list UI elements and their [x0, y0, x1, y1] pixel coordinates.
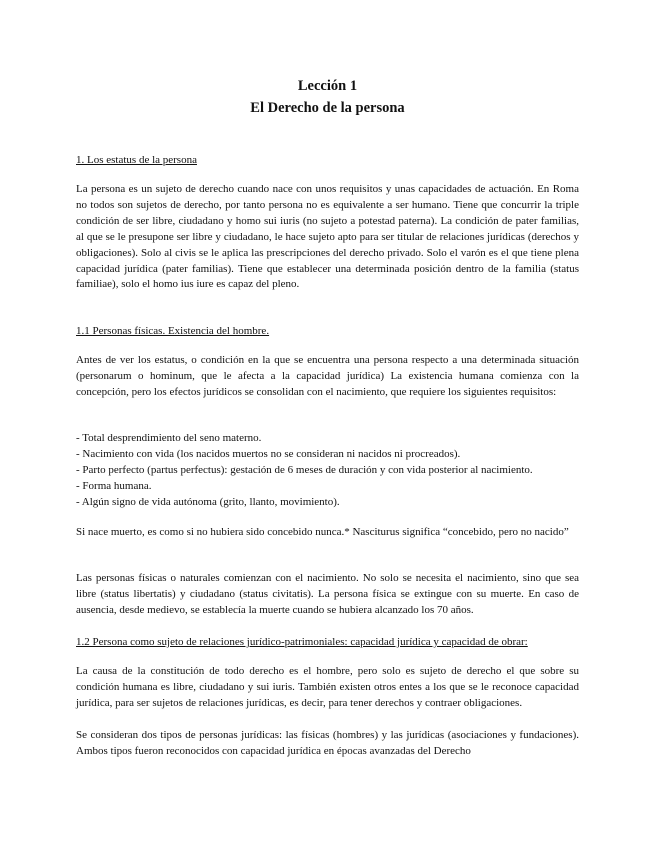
lesson-title: El Derecho de la persona	[250, 100, 405, 116]
list-item: - Parto perfecto (partus perfectus): gestación de 6 meses de duración y con vida posterior al nacimiento.	[76, 463, 533, 476]
list-item: - Nacimiento con vida (los nacidos muertos no se consideran ni nacidos ni procreados).	[76, 447, 461, 460]
section-1-2-paragraph-2: Se consideran dos tipos de personas jurídicas: las físicas (hombres) y las jurídicas (asociaciones y fundaciones). Ambos tipos fueron reconocidos con capacidad jurídica en épocas avanzadas del Derecho	[76, 729, 579, 757]
section-1-paragraph: La persona es un sujeto de derecho cuando nace con unos requisitos y unas capacidades de actuación. En Roma no todos son sujetos de derecho, por tanto persona no es equivalente a ser humano. Tiene que concurrir la triple condición de ser libre, ciudadano y homo sui iuris (no sujeto a potestad paterna). La condición de pater familias, al que se le presupone ser libre y ciudadano, le hace sujeto apto para ser titular de relaciones jurídicas (derechos y obligaciones). Solo al civis se le aplica las prescripciones del derecho privado. Solo el varón es el que tiene plena capacidad jurídica (pater familias). Tiene que establecer una determinada posición dentro de la familia (status familiae), solo el homo ius iure es capaz del pleno.	[76, 183, 579, 291]
list-item: - Algún signo de vida autónoma (grito, llanto, movimiento).	[76, 495, 340, 508]
lesson-number: Lección 1	[297, 78, 358, 94]
birth-requirements-list	[76, 431, 586, 511]
section-1-2-heading: 1.2 Persona como sujeto de relaciones jurídico-patrimoniales: capacidad jurídica y capacidad de obrar:	[76, 636, 528, 648]
list-item: - Total desprendimiento del seno materno.	[76, 432, 262, 444]
section-1-1-paragraph-nasciturus: Si nace muerto, es como si no hubiera sido concebido nunca.* Nasciturus significa “concebido, pero no nacido”	[76, 526, 569, 538]
section-1-1-paragraph-persons: Las personas físicas o naturales comienzan con el nacimiento. No solo se necesita el nacimiento, sino que sea libre (status libertatis) y ciudadano (status civitatis). La persona física se extingue con su muerte. En caso de ausencia, desde medievo, se establecía la muerte cuando se hubiera alcanzado los 70 años.	[76, 572, 579, 616]
section-1-1-heading: 1.1 Personas físicas. Existencia del hombre.	[76, 325, 270, 337]
section-1-heading: 1. Los estatus de la persona	[76, 154, 197, 166]
section-1-2-paragraph-1: La causa de la constitución de todo derecho es el hombre, pero solo es sujeto de derecho el que sobre su condición humana es libre, ciudadano y sui iuris. También existen otros entes a los que se le reconoce capacidad jurídica, para ser sujetos de relaciones jurídicas, es decir, para tener derechos y contraer obligaciones.	[76, 665, 579, 709]
list-item: - Forma humana.	[76, 479, 152, 492]
section-1-1-paragraph-intro: Antes de ver los estatus, o condición en la que se encuentra una persona respecto a una determinada situación (personarum o hominum, que le afecta a la capacidad jurídica) La existencia humana comienza con la concepción, pero los efectos jurídicos se consolidan con el nacimiento, que requiere los siguientes requisitos:	[76, 354, 579, 398]
